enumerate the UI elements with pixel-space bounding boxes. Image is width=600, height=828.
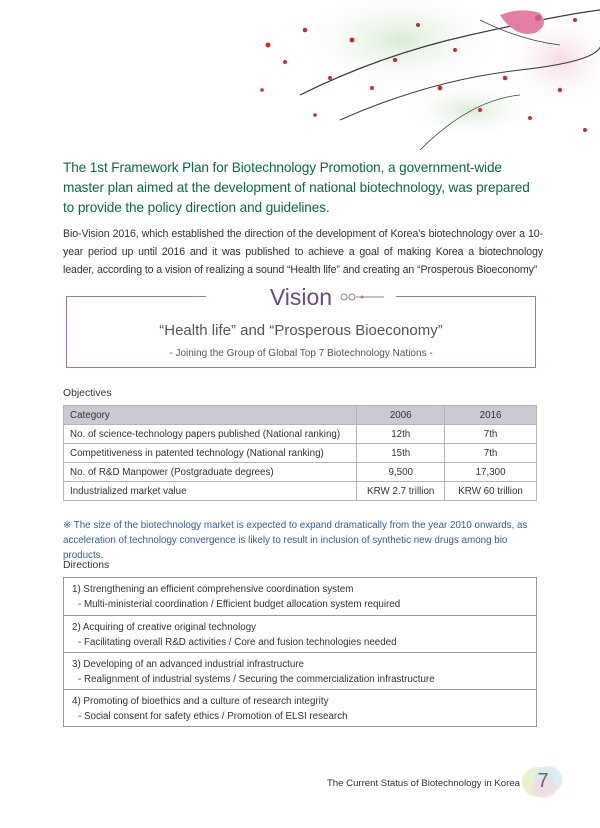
row-category: Industrialized market value bbox=[64, 482, 357, 501]
direction-detail: - Multi-ministerial coordination / Efficient budget allocation system required bbox=[78, 599, 401, 610]
decorative-branch-illustration bbox=[0, 0, 600, 150]
direction-detail: - Facilitating overall R&D activities / Core and fusion technologies needed bbox=[78, 637, 397, 648]
table-row bbox=[64, 482, 537, 501]
header-2016: 2016 bbox=[445, 406, 537, 425]
table-row bbox=[64, 444, 537, 463]
row-value-2006: 15th bbox=[357, 444, 445, 463]
page-number: 7 bbox=[537, 770, 549, 792]
row-category: Competitiveness in patented technology (National ranking) bbox=[64, 444, 357, 463]
row-value-2006: 12th bbox=[357, 425, 445, 444]
row-value-2016: 7th bbox=[445, 425, 537, 444]
row-category: No. of R&D Manpower (Postgraduate degrees) bbox=[64, 463, 357, 482]
header-2006: 2006 bbox=[357, 406, 445, 425]
row-category: No. of science-technology papers published (National ranking) bbox=[64, 425, 357, 444]
row-value-2016: 17,300 bbox=[445, 463, 537, 482]
direction-title: 4) Promoting of bioethics and a culture of research integrity bbox=[72, 696, 329, 707]
list-item bbox=[64, 578, 536, 615]
row-value-2006: KRW 2.7 trillion bbox=[357, 482, 445, 501]
row-value-2016: 7th bbox=[445, 444, 537, 463]
footer-title: The Current Status of Biotechnology in Korea bbox=[326, 778, 520, 789]
vision-statement: “Health life” and “Prosperous Bioeconomy” bbox=[159, 322, 443, 339]
header-category: Category bbox=[64, 406, 357, 425]
objectives-table bbox=[63, 405, 537, 501]
direction-detail: - Realignment of industrial systems / Securing the commercialization infrastructure bbox=[78, 674, 435, 685]
directions-list bbox=[63, 577, 537, 727]
vision-title: Vision bbox=[206, 284, 396, 311]
list-item bbox=[64, 652, 536, 689]
objectives-label: Objectives bbox=[63, 388, 112, 399]
right-swirl-ornament-icon bbox=[336, 290, 386, 304]
intro-lead-paragraph: The 1st Framework Plan for Biotechnology Promotion, a government-wide master plan aimed at the development of national biotechnology, was prepared to provide the policy direction and guidelines. bbox=[63, 160, 530, 215]
direction-detail: - Social consent for safety ethics / Promotion of ELSI research bbox=[78, 711, 348, 722]
market-note: ※ The size of the biotechnology market is expected to expand dramatically from the year 2010 onwards, as acceleration of technology convergence is likely to result in inclusion of synthetic new drugs among bio products. bbox=[63, 520, 528, 561]
list-item bbox=[64, 689, 536, 726]
table-header-row bbox=[64, 406, 537, 425]
directions-label: Directions bbox=[63, 560, 110, 571]
direction-title: 3) Developing of an advanced industrial infrastructure bbox=[72, 659, 304, 670]
vision-subtitle: - Joining the Group of Global Top 7 Biotechnology Nations - bbox=[169, 348, 433, 359]
list-item bbox=[64, 615, 536, 652]
direction-title: 2) Acquiring of creative original technology bbox=[72, 622, 257, 633]
row-value-2016: KRW 60 trillion bbox=[445, 482, 537, 501]
direction-title: 1) Strengthening an efficient comprehensive coordination system bbox=[72, 584, 354, 595]
intro-body-paragraph: Bio-Vision 2016, which established the direction of the development of Korea’s biotechnology over a 10-year period up until 2016 and it was published to achieve a goal of making Korea a biotechnology leader, according to a vision of realizing a sound “Health life” and creating an “Prosperous Bioeconomy” bbox=[63, 228, 543, 276]
table-row bbox=[64, 425, 537, 444]
table-row bbox=[64, 463, 537, 482]
row-value-2006: 9,500 bbox=[357, 463, 445, 482]
